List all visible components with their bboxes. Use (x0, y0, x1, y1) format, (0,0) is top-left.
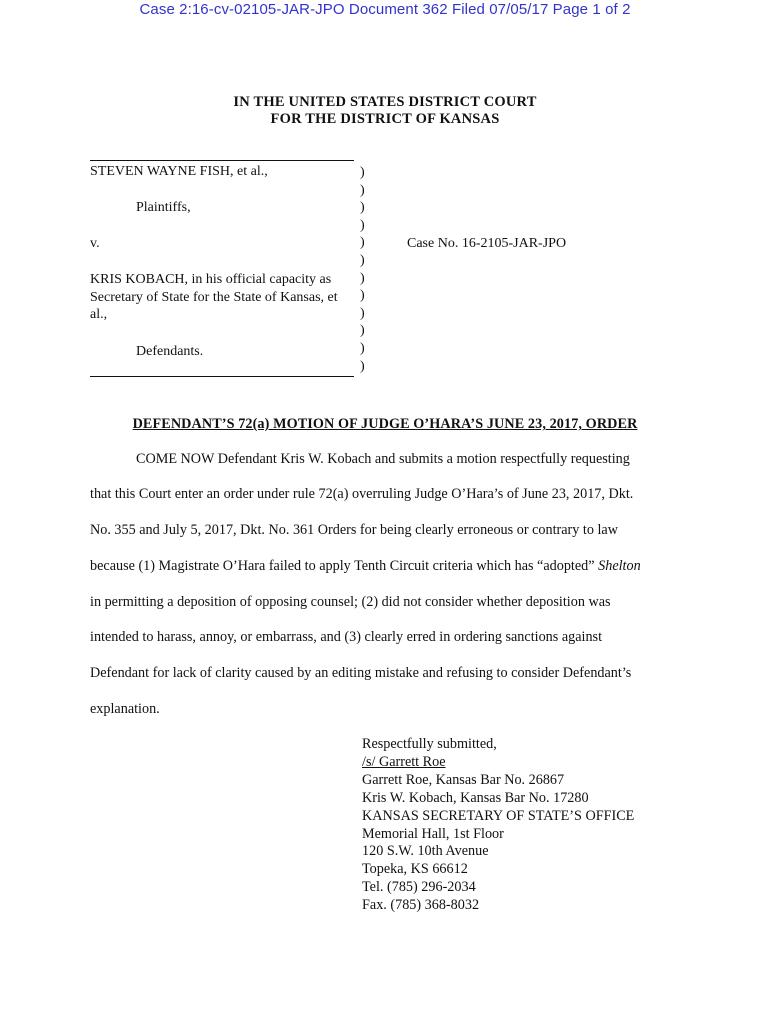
caption-top-rule (90, 160, 354, 161)
caption-paren: ) (360, 270, 365, 286)
signature-line-7: Tel. (785) 296-2034 (362, 879, 476, 895)
body-line-5: in permitting a deposition of opposing counsel; (2) did not consider whether deposition was (90, 594, 611, 610)
caption-parenthesis-column (360, 164, 365, 375)
body-line-2: that this Court enter an order under rule 72(a) overruling Judge O’Hara’s of June 23, 2017, Dkt. (90, 486, 634, 502)
caption-paren: ) (360, 217, 365, 233)
plaintiff-role: Plaintiffs, (136, 200, 191, 215)
body-line-7: Defendant for lack of clarity caused by an editing mistake and refusing to consider Defendant’s (90, 665, 632, 681)
signature-line-2: Kris W. Kobach, Kansas Bar No. 17280 (362, 790, 589, 806)
defendant-name-line3: al., (90, 307, 108, 322)
case-citation-shelton: Shelton (598, 558, 641, 574)
caption-paren: ) (360, 358, 365, 374)
caption-paren: ) (360, 235, 365, 251)
court-heading-line2: FOR THE DISTRICT OF KANSAS (270, 111, 500, 127)
electronic-signature: /s/ Garrett Roe (362, 754, 446, 770)
body-line-3: No. 355 and July 5, 2017, Dkt. No. 361 Orders for being clearly erroneous or contrary to law (90, 522, 618, 538)
body-line-8: explanation. (90, 701, 160, 717)
signature-line-5: 120 S.W. 10th Avenue (362, 843, 489, 859)
caption-paren: ) (360, 165, 365, 180)
caption-bottom-rule (90, 376, 354, 377)
defendant-name-line2: Secretary of State for the State of Kansas, et (90, 290, 338, 305)
motion-title: DEFENDANT’S 72(a) MOTION OF JUDGE O’HARA’S JUNE 23, 2017, ORDER (132, 416, 638, 432)
signature-line-8: Fax. (785) 368-8032 (362, 897, 480, 913)
signature-closing: Respectfully submitted, (362, 736, 497, 752)
body-line-1: COME NOW Defendant Kris W. Kobach and submits a motion respectfully requesting (136, 451, 630, 467)
caption-paren: ) (360, 323, 365, 339)
signature-line-4: Memorial Hall, 1st Floor (362, 826, 504, 842)
versus-label: v. (90, 236, 100, 251)
case-number: Case No. 16-2105-JAR-JPO (407, 236, 567, 251)
caption-paren: ) (360, 182, 365, 198)
caption-paren: ) (360, 305, 365, 321)
ecf-header-stamp: Case 2:16-cv-02105-JAR-JPO Document 362 Filed 07/05/17 Page 1 of 2 (139, 1, 631, 18)
body-line-4 (90, 558, 641, 575)
caption-paren: ) (360, 288, 365, 304)
caption-paren: ) (360, 252, 365, 268)
body-line-4-text: because (1) Magistrate O’Hara failed to apply Tenth Circuit criteria which has “adopted” (90, 558, 599, 574)
signature-line-3: KANSAS SECRETARY OF STATE’S OFFICE (362, 808, 635, 824)
plaintiff-name: STEVEN WAYNE FISH, et al., (90, 164, 268, 179)
signature-line-1: Garrett Roe, Kansas Bar No. 26867 (362, 772, 565, 788)
court-heading-line1: IN THE UNITED STATES DISTRICT COURT (233, 94, 537, 110)
body-line-6: intended to harass, annoy, or embarrass, and (3) clearly erred in ordering sanctions against (90, 629, 603, 645)
caption-paren: ) (360, 340, 365, 356)
defendant-name-line1: KRIS KOBACH, in his official capacity as (90, 272, 332, 287)
defendant-role: Defendants. (136, 344, 204, 359)
caption-paren: ) (360, 200, 365, 216)
signature-line-6: Topeka, KS 66612 (362, 861, 468, 877)
